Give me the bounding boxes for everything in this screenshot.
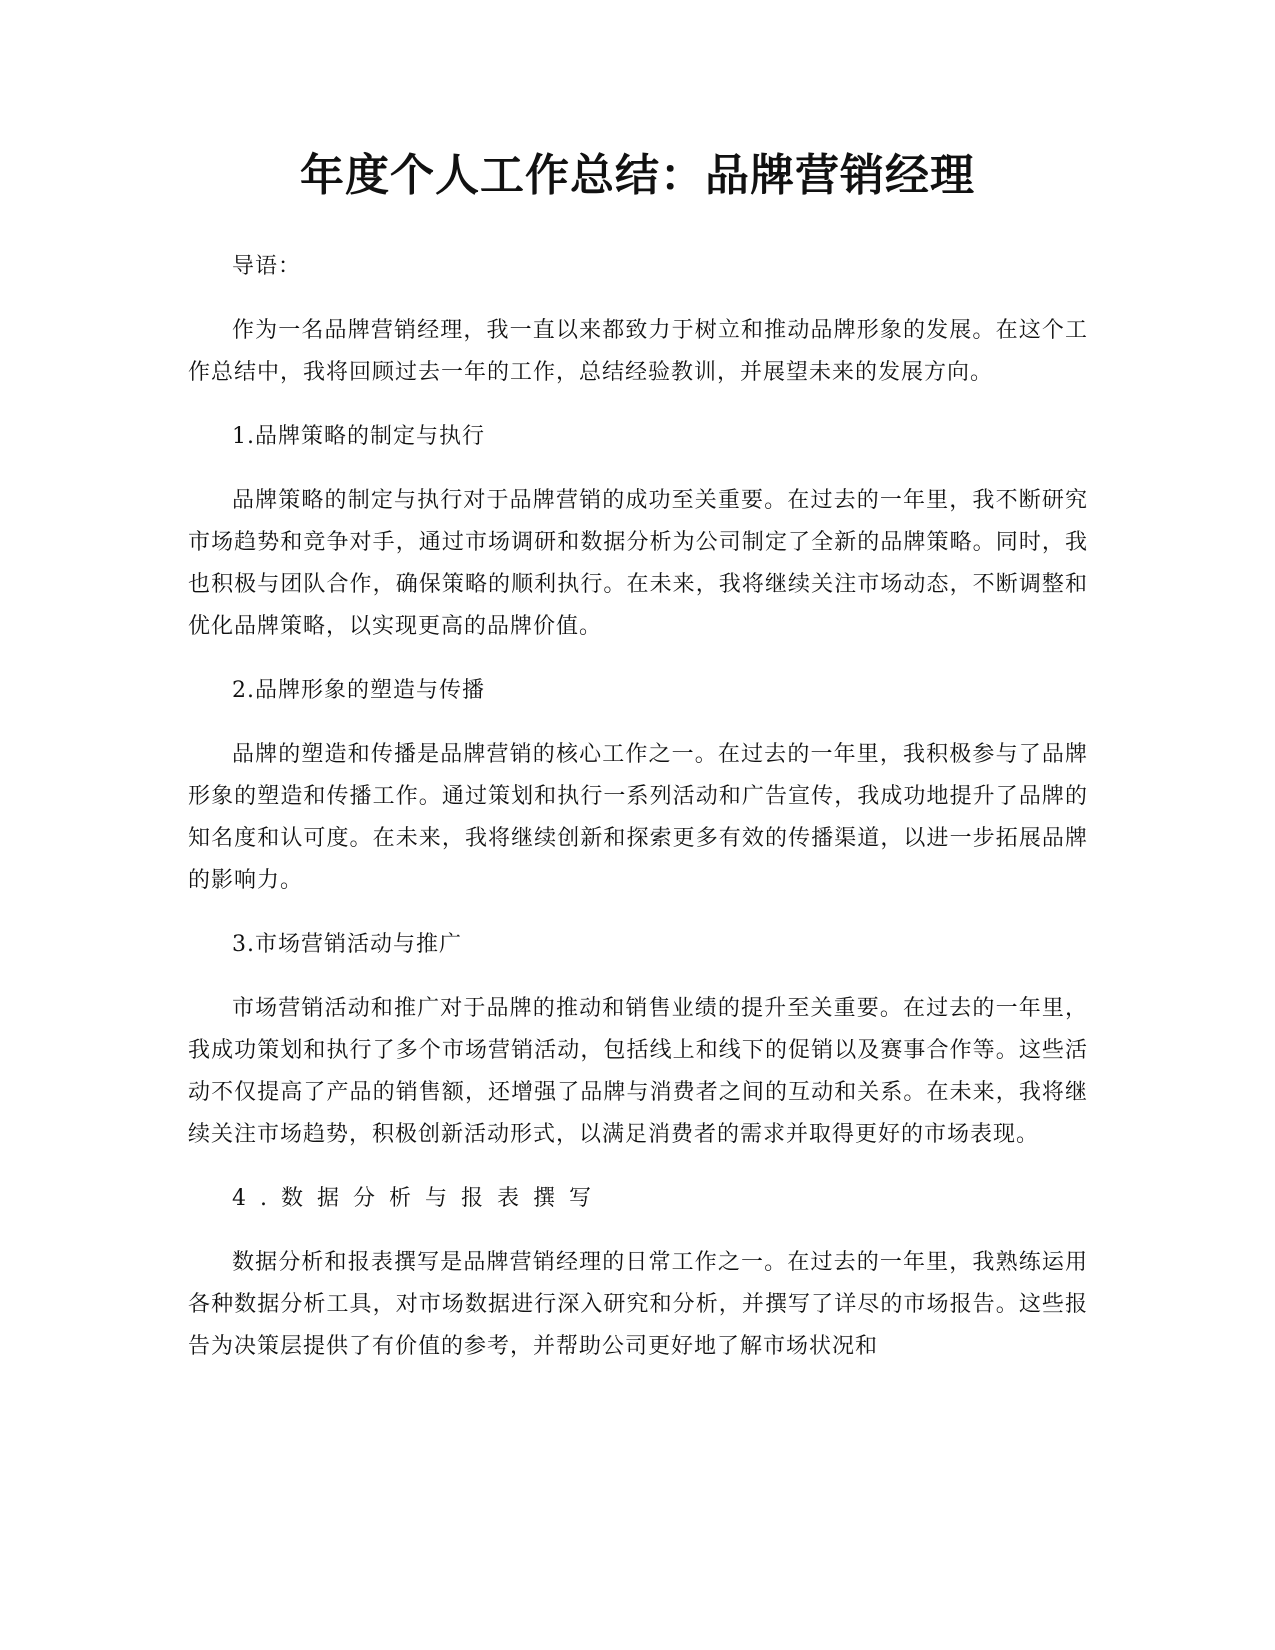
section-paragraph-4: 数据分析和报表撰写是品牌营销经理的日常工作之一。在过去的一年里，我熟练运用各种数据分析工具，对市场数据进行深入研究和分析，并撰写了详尽的市场报告。这些报告为决策层提供了有价值的参考，并帮助公司更好地了解市场状况和 [188, 1250, 1088, 1359]
section-heading-2: 2.品牌形象的塑造与传播 [232, 678, 485, 703]
section-heading-4: 4.数据分析与报表撰写 [232, 1186, 605, 1211]
section-paragraph-3: 市场营销活动和推广对于品牌的推动和销售业绩的提升至关重要。在过去的一年里，我成功策划和执行了多个市场营销活动，包括线上和线下的促销以及赛事合作等。这些活动不仅提高了产品的销售额，还增强了品牌与消费者之间的互动和关系。在未来，我将继续关注市场趋势，积极创新活动形式，以满足消费者的需求并取得更好的市场表现。 [188, 996, 1088, 1147]
document-body [188, 246, 1088, 1390]
section-heading-3: 3.市场营销活动与推广 [232, 932, 462, 957]
section-heading-1: 1.品牌策略的制定与执行 [232, 424, 485, 449]
document-title: 年度个人工作总结：品牌营销经理 [300, 150, 975, 201]
intro-paragraph: 作为一名品牌营销经理，我一直以来都致力于树立和推动品牌形象的发展。在这个工作总结中，我将回顾过去一年的工作，总结经验教训，并展望未来的发展方向。 [188, 318, 1088, 385]
intro-label: 导语： [232, 254, 302, 279]
section-paragraph-1: 品牌策略的制定与执行对于品牌营销的成功至关重要。在过去的一年里，我不断研究市场趋势和竞争对手，通过市场调研和数据分析为公司制定了全新的品牌策略。同时，我也积极与团队合作，确保策略的顺利执行。在未来，我将继续关注市场动态，不断调整和优化品牌策略，以实现更高的品牌价值。 [188, 488, 1088, 639]
section-paragraph-2: 品牌的塑造和传播是品牌营销的核心工作之一。在过去的一年里，我积极参与了品牌形象的塑造和传播工作。通过策划和执行一系列活动和广告宣传，我成功地提升了品牌的知名度和认可度。在未来，我将继续创新和探索更多有效的传播渠道，以进一步拓展品牌的影响力。 [188, 742, 1088, 893]
